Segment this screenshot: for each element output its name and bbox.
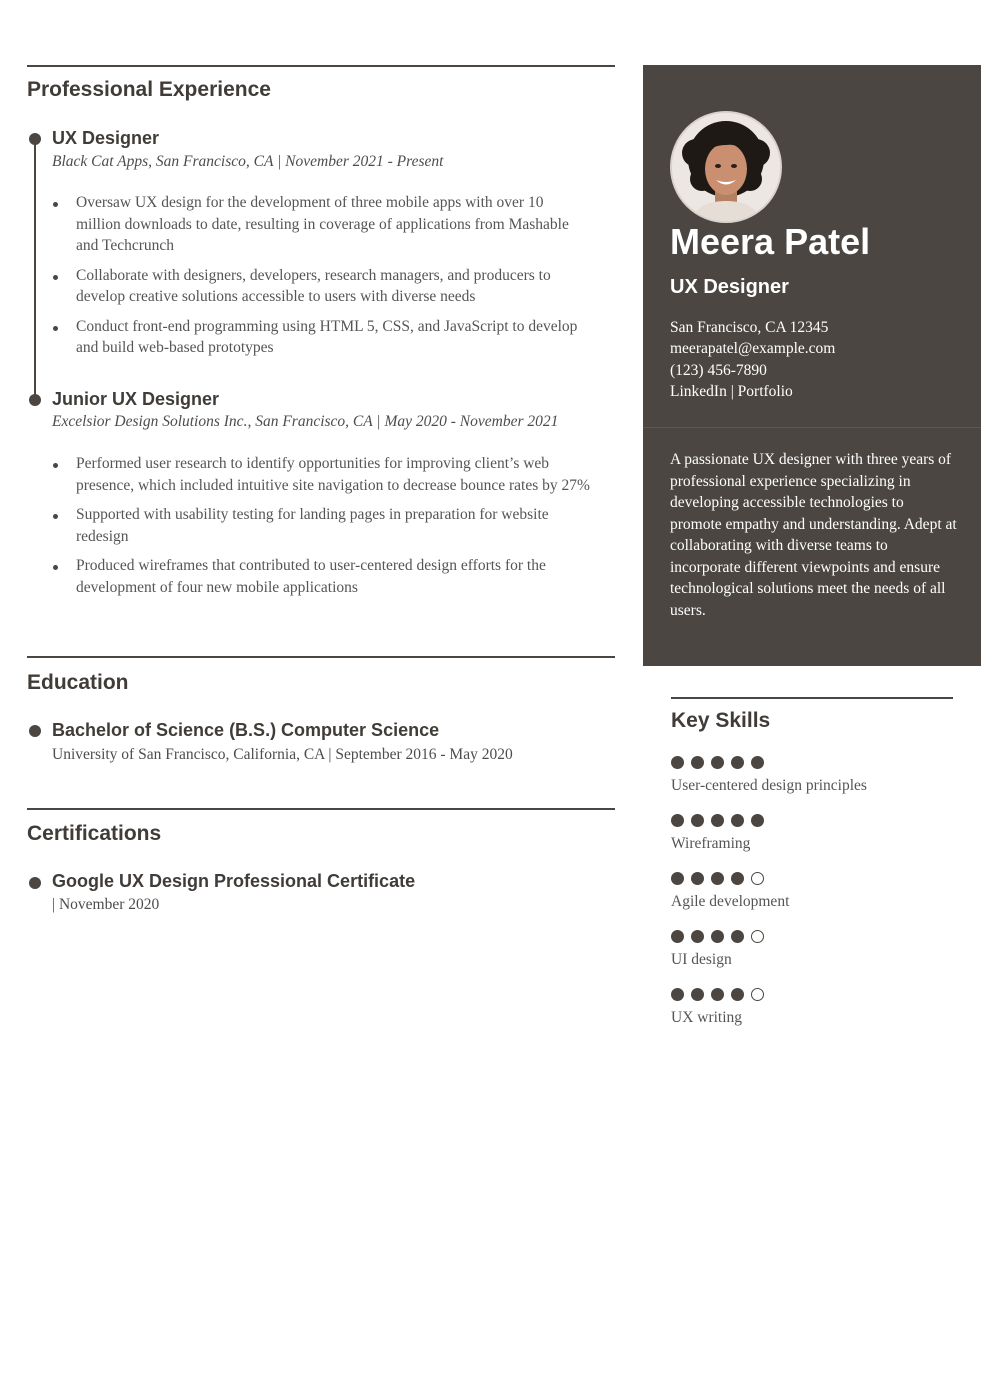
skill-item [671,756,961,814]
rating-dot-filled [731,988,744,1001]
rating-dot-filled [711,756,724,769]
profile-summary: A passionate UX designer with three years of professional experience specializing in developing accessible technologies to promote empathy and understanding. Adept at collaborating with diverse teams to incorporate different viewpoints and ensure technological solutions meet the needs of all users. [670,451,957,619]
job-bullet: Collaborate with designers, developers, research managers, and producers to develop creative solutions accessible to users with diverse needs [52,265,592,308]
certification-meta: | November 2020 [52,896,160,913]
rating-dot-filled [751,756,764,769]
skill-item [671,872,961,930]
skill-rating [671,988,961,1002]
skill-rating [671,930,961,944]
skills-divider [671,697,953,699]
skills-heading: Key Skills [671,709,771,732]
experience-timeline [34,140,36,400]
job-bullets [52,192,592,367]
rating-dot-filled [711,930,724,943]
rating-dot-filled [691,988,704,1001]
timeline-dot [29,394,41,406]
rating-dot-filled [691,814,704,827]
rating-dot-filled [731,756,744,769]
contact-links[interactable]: LinkedIn | Portfolio [670,382,793,400]
skill-name: UI design [671,951,732,968]
skill-name: User-centered design principles [671,777,867,794]
skill-rating [671,872,961,886]
skill-rating [671,756,961,770]
job-meta: Excelsior Design Solutions Inc., San Francisco, CA | May 2020 - November 2021 [52,413,559,430]
rating-dot-filled [711,872,724,885]
job-bullet: Produced wireframes that contributed to user-centered design efforts for the development of four new mobile applications [52,555,592,598]
skill-item [671,814,961,872]
rating-dot-filled [671,756,684,769]
rating-dot-filled [671,930,684,943]
rating-dot-filled [671,814,684,827]
rating-dot-empty [751,988,764,1001]
rating-dot-filled [671,872,684,885]
profile-role: UX Designer [670,276,789,298]
avatar [670,111,782,223]
experience-divider [27,65,615,67]
education-meta: University of San Francisco, California, CA | September 2016 - May 2020 [52,746,513,763]
job-bullet: Oversaw UX design for the development of three mobile apps with over 10 million downloads to date, resulting in coverage of applications from Mashable and Techcrunch [52,192,592,257]
rating-dot-filled [691,872,704,885]
job-bullets [52,453,592,606]
rating-dot-empty [751,872,764,885]
rating-dot-filled [731,930,744,943]
certifications-heading: Certifications [27,822,162,845]
skill-name: Wireframing [671,835,751,852]
profile-name: Meera Patel [670,221,871,262]
rating-dot-filled [731,872,744,885]
certification-title: Google UX Design Professional Certificate [52,871,416,891]
job-bullet: Conduct front-end programming using HTML 5, CSS, and JavaScript to develop and build web-based prototypes [52,316,592,359]
rating-dot-filled [711,988,724,1001]
rating-dot-filled [691,930,704,943]
certification-dot [29,877,41,889]
skill-rating [671,814,961,828]
job-bullet: Supported with usability testing for landing pages in preparation for website redesign [52,504,592,547]
skills-list [671,756,961,1046]
profile-panel [643,65,981,666]
rating-dot-filled [691,756,704,769]
certifications-divider [27,808,615,810]
job-title: Junior UX Designer [52,389,220,409]
profile-photo-icon [672,113,780,221]
rating-dot-filled [731,814,744,827]
skill-item [671,988,961,1046]
education-dot [29,725,41,737]
rating-dot-empty [751,930,764,943]
experience-heading: Professional Experience [27,78,271,101]
skill-name: UX writing [671,1009,743,1026]
timeline-dot [29,133,41,145]
contact-phone: (123) 456-7890 [670,361,767,379]
rating-dot-filled [671,988,684,1001]
panel-divider [643,427,981,428]
rating-dot-filled [711,814,724,827]
contact-email[interactable]: meerapatel@example.com [670,340,836,358]
job-title: UX Designer [52,128,160,148]
skill-name: Agile development [671,893,790,910]
degree-title: Bachelor of Science (B.S.) Computer Science [52,720,440,740]
contact-location: San Francisco, CA 12345 [670,319,829,336]
education-divider [27,656,615,658]
skill-item [671,930,961,988]
rating-dot-filled [751,814,764,827]
job-meta: Black Cat Apps, San Francisco, CA | November 2021 - Present [52,153,444,170]
contact-block [670,317,835,402]
job-bullet: Performed user research to identify opportunities for improving client’s web presence, which included intuitive site navigation to decrease bounce rates by 27% [52,453,592,496]
education-heading: Education [27,671,129,694]
